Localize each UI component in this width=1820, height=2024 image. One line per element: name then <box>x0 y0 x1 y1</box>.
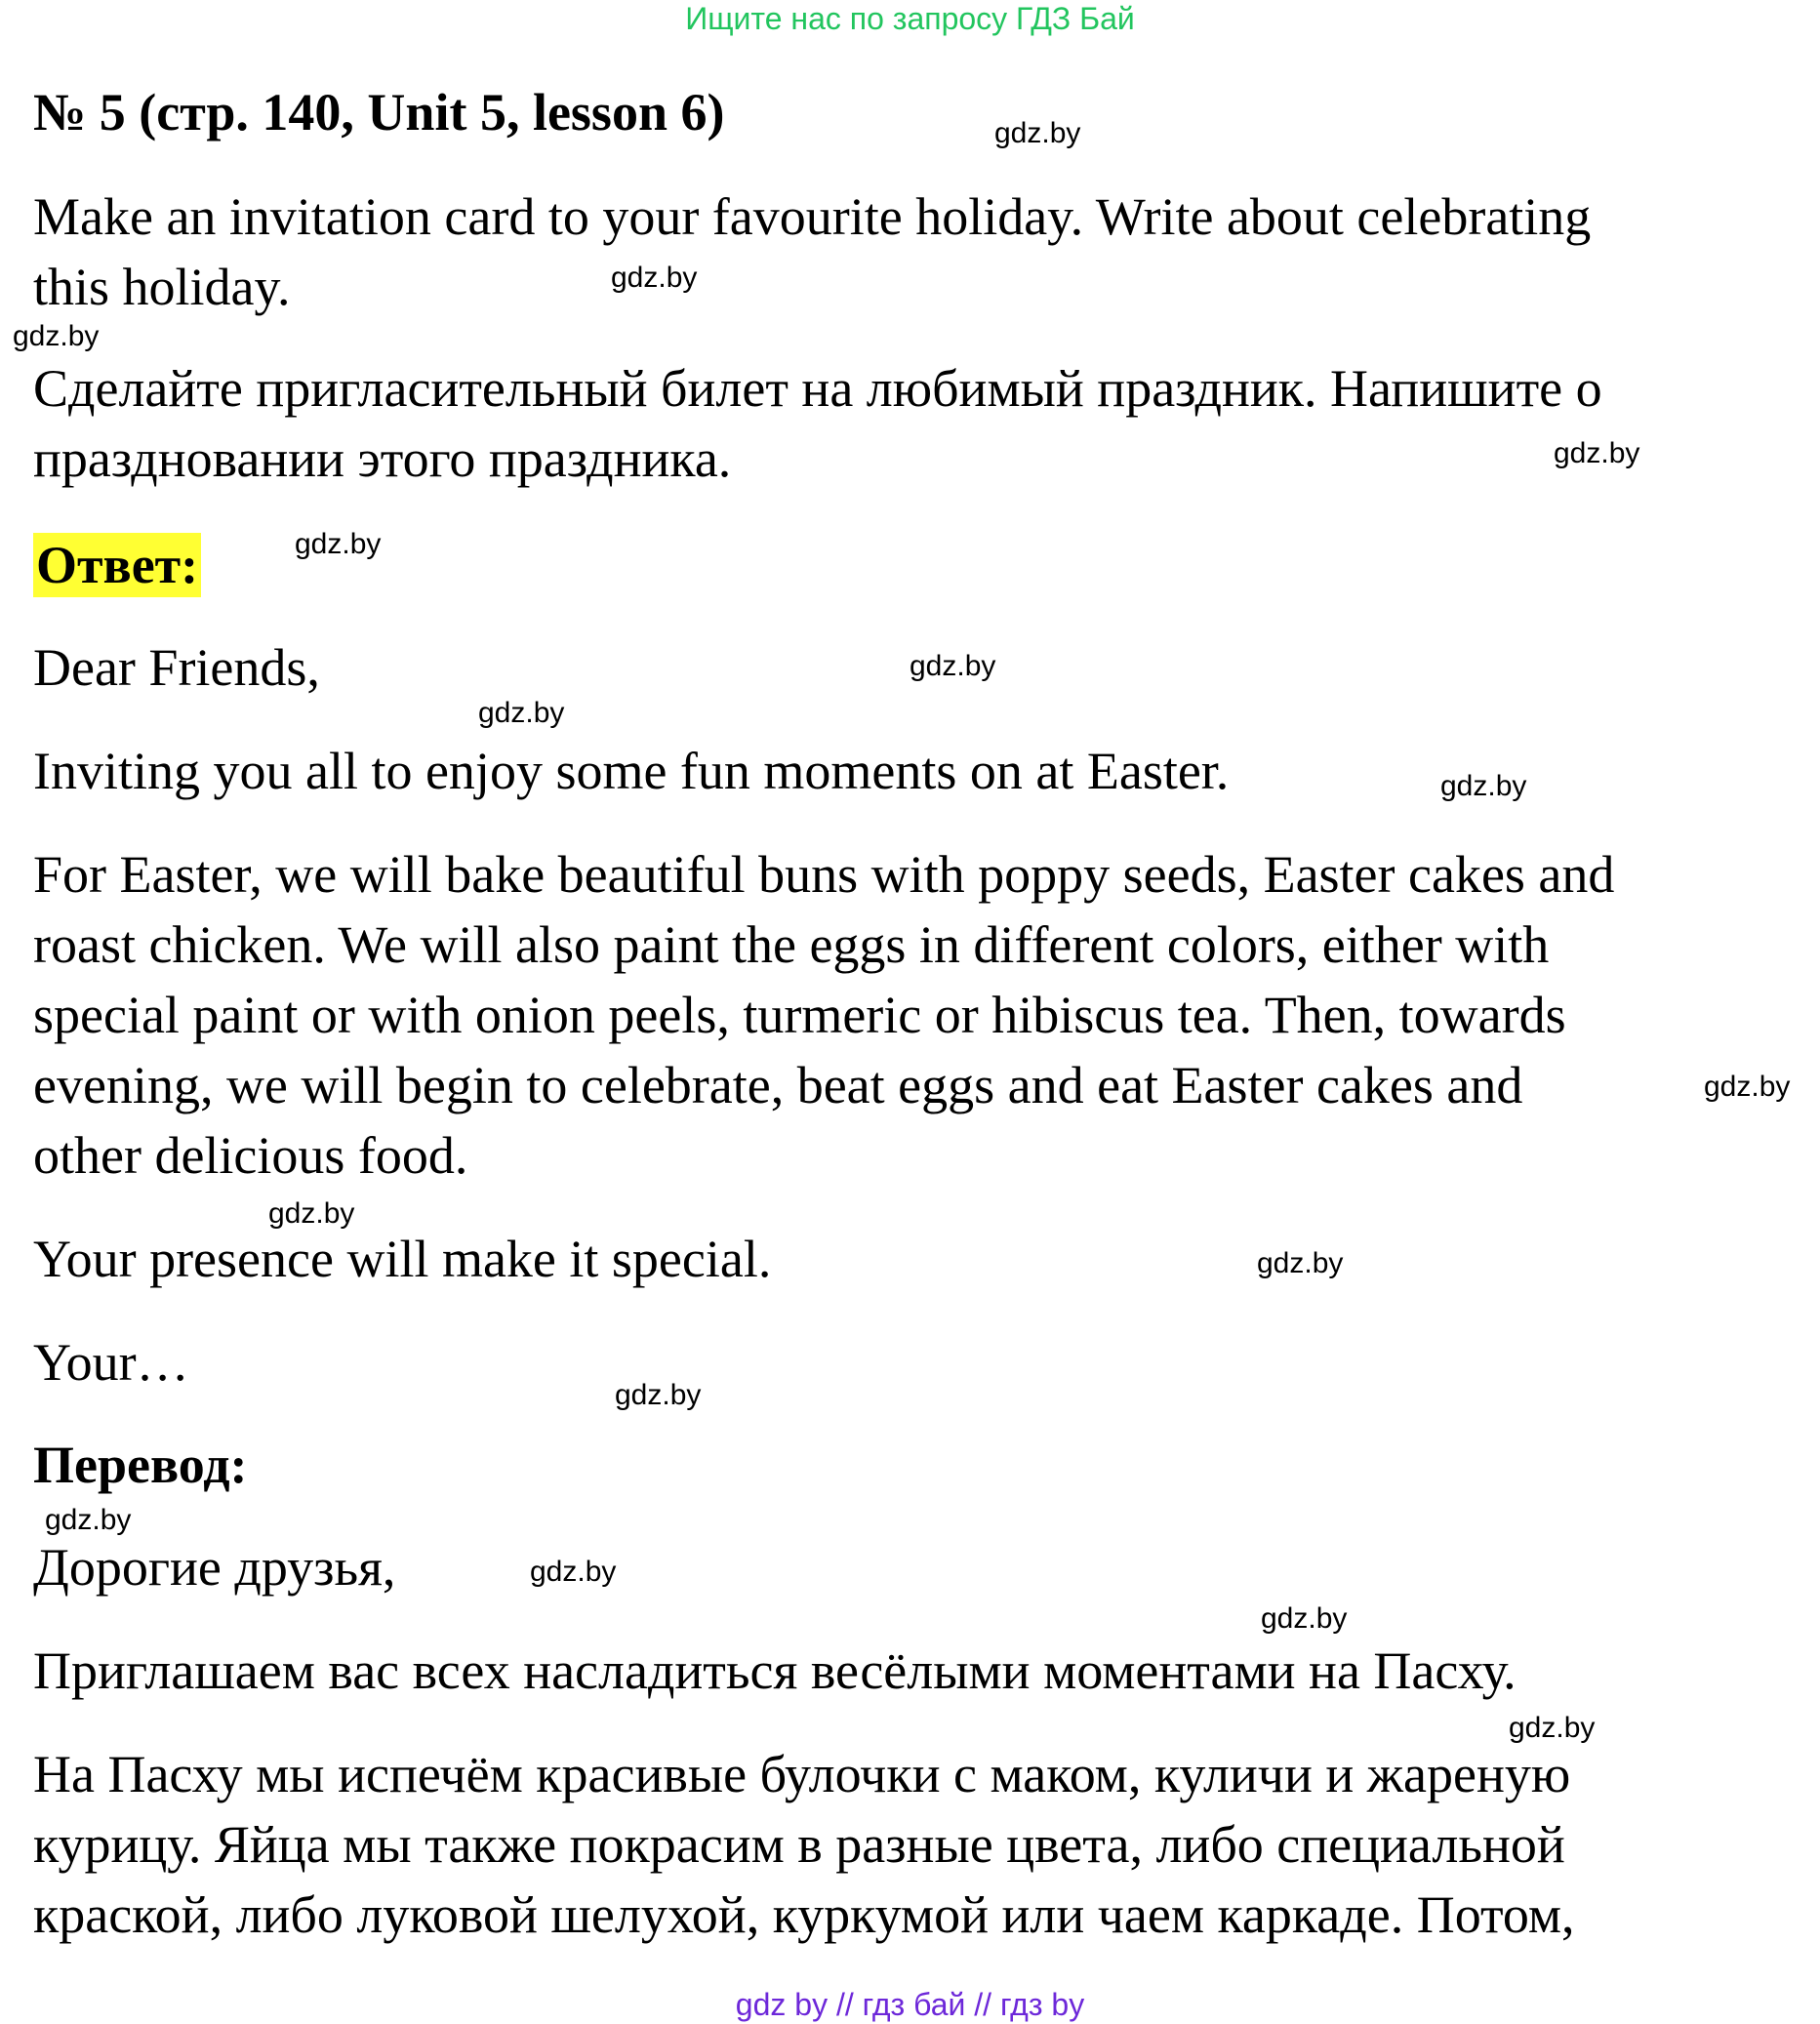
watermark: gdz.by <box>478 697 565 729</box>
answer-body-line-3: special paint or with onion peels, turmeric or hibiscus tea. Then, towards <box>33 986 1566 1044</box>
answer-body-line-2: roast chicken. We will also paint the eggs in different colors, either with <box>33 915 1550 974</box>
answer-body-line-4: evening, we will begin to celebrate, beat eggs and eat Easter cakes and <box>33 1056 1523 1114</box>
watermark: gdz.by <box>1509 1712 1596 1744</box>
translation-body-line-2: курицу. Яйца мы также покрасим в разные цвета, либо специальной <box>33 1815 1565 1874</box>
footer-links[interactable]: gdz by // гдз бай // гдз by <box>735 1987 1085 2022</box>
watermark: gdz.by <box>530 1556 617 1588</box>
watermark: gdz.by <box>295 528 382 560</box>
watermark: gdz.by <box>615 1379 702 1411</box>
watermark: gdz.by <box>1554 437 1640 469</box>
watermark: gdz.by <box>45 1504 132 1536</box>
task-en-line-2: this holiday. <box>33 258 291 316</box>
answer-body-line-5: other delicious food. <box>33 1126 468 1185</box>
watermark: gdz.by <box>1704 1071 1791 1103</box>
answer-label: Ответ: <box>33 533 201 597</box>
watermark: gdz.by <box>13 320 100 352</box>
translation-invite: Приглашаем вас всех насладиться весёлыми моментами на Пасху. <box>33 1641 1517 1700</box>
watermark: gdz.by <box>268 1197 355 1230</box>
answer-signature: Your… <box>33 1333 189 1392</box>
watermark: gdz.by <box>611 262 698 294</box>
task-ru-line-1: Сделайте пригласительный билет на любимый праздник. Напишите о <box>33 359 1602 418</box>
translation-body-line-1: На Пасху мы испечём красивые булочки с маком, куличи и жареную <box>33 1745 1571 1803</box>
task-ru-line-2: праздновании этого праздника. <box>33 429 732 488</box>
answer-closing: Your presence will make it special. <box>33 1230 772 1288</box>
translation-body-line-3: краской, либо луковой шелухой, куркумой или чаем каркаде. Потом, <box>33 1885 1575 1944</box>
answer-body-line-1: For Easter, we will bake beautiful buns with poppy seeds, Easter cakes and <box>33 845 1615 904</box>
task-en-line-1: Make an invitation card to your favourite holiday. Write about celebrating <box>33 187 1592 246</box>
translation-label: Перевод: <box>33 1436 248 1494</box>
exercise-heading: № 5 (стр. 140, Unit 5, lesson 6) <box>33 83 725 142</box>
answer-invite: Inviting you all to enjoy some fun moments on at Easter. <box>33 742 1230 800</box>
watermark: gdz.by <box>910 650 996 682</box>
watermark: gdz.by <box>1261 1602 1348 1635</box>
top-banner[interactable]: Ищите нас по запросу ГДЗ Бай <box>685 1 1135 36</box>
watermark: gdz.by <box>994 117 1081 149</box>
watermark: gdz.by <box>1440 770 1527 802</box>
watermark: gdz.by <box>1257 1247 1344 1279</box>
translation-greeting: Дорогие друзья, <box>33 1538 396 1597</box>
answer-greeting: Dear Friends, <box>33 638 320 697</box>
